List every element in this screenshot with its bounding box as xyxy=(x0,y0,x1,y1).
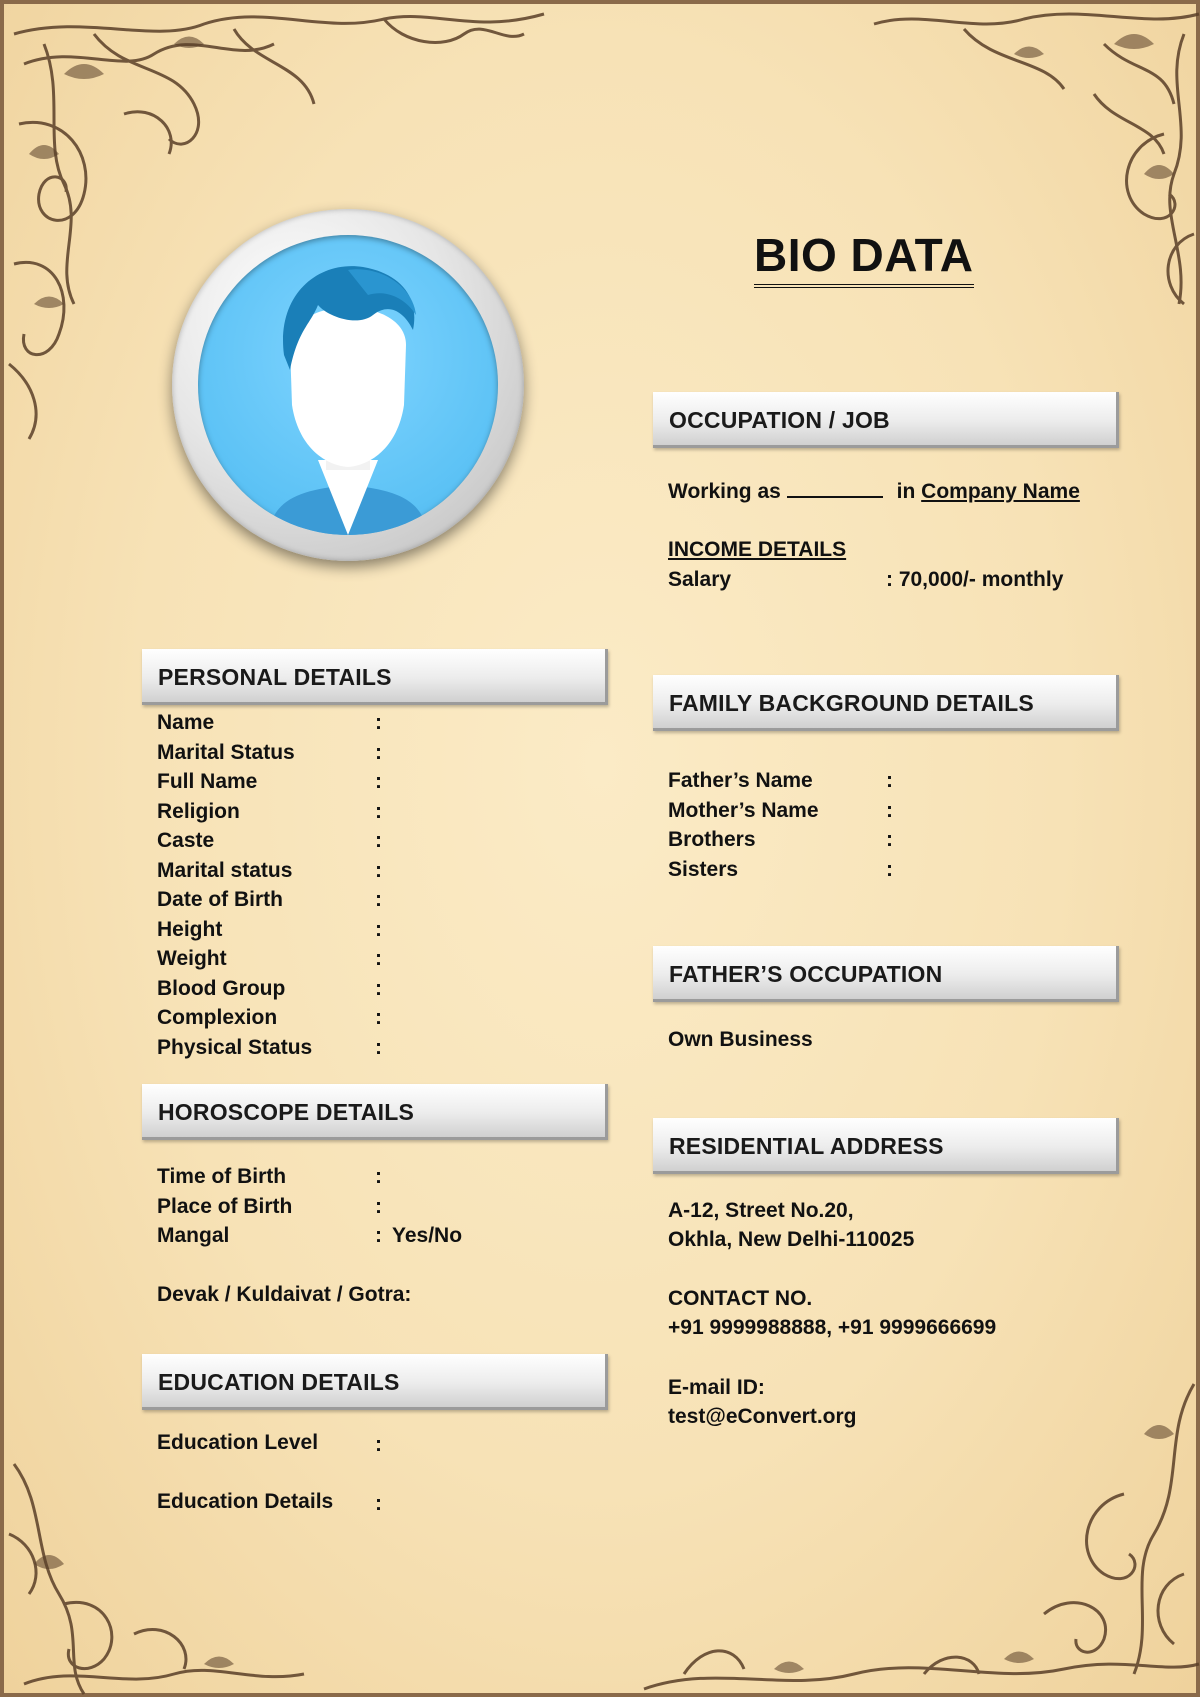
residential-address-heading: RESIDENTIAL ADDRESS xyxy=(653,1118,1119,1174)
mangal-value: Yes/No xyxy=(392,1224,463,1247)
occupation-heading: OCCUPATION / JOB xyxy=(653,392,1119,448)
field-separator: : xyxy=(375,711,382,734)
salary-label: Salary xyxy=(668,568,732,591)
company-name: Company Name xyxy=(921,480,1080,503)
field-separator: : xyxy=(375,1224,382,1247)
contact-value: +91 9999988888, +91 9999666699 xyxy=(668,1316,997,1339)
field-label: Religion xyxy=(157,799,240,823)
field-separator: : xyxy=(886,857,893,881)
field-label: Sisters xyxy=(668,857,739,881)
field-label: Caste xyxy=(157,829,215,852)
field-separator: : xyxy=(375,976,382,1000)
salary-value: : 70,000/- monthly xyxy=(886,568,1064,591)
field-label: Time of Birth xyxy=(157,1165,287,1188)
field-label: Blood Group xyxy=(157,976,286,1000)
field-label: Full Name xyxy=(157,770,258,793)
field-label: Place of Birth xyxy=(157,1194,293,1218)
field-separator: : xyxy=(375,829,382,852)
education-details-heading: EDUCATION DETAILS xyxy=(142,1354,608,1410)
field-separator: : xyxy=(375,770,382,793)
field-label: Complexion xyxy=(157,1006,278,1029)
education-details-label: Education Details xyxy=(157,1490,334,1513)
field-separator: : xyxy=(375,888,382,911)
field-separator: : xyxy=(886,828,893,851)
gotra-label: Devak / Kuldaivat / Gotra: xyxy=(157,1283,412,1306)
family-background-heading: FAMILY BACKGROUND DETAILS xyxy=(653,675,1119,731)
field-label: Brothers xyxy=(668,828,756,851)
horoscope-details-heading: HOROSCOPE DETAILS xyxy=(142,1084,608,1140)
field-separator: : xyxy=(375,1035,382,1059)
field-separator: : xyxy=(375,1194,382,1218)
field-label: Height xyxy=(157,917,223,941)
income-details-heading: INCOME DETAILS xyxy=(668,538,847,561)
email-label: E-mail ID: xyxy=(668,1376,765,1399)
field-separator: : xyxy=(375,1165,382,1188)
address-line-1: A-12, Street No.20, xyxy=(668,1199,854,1222)
field-separator: : xyxy=(375,947,382,970)
field-label: Mangal xyxy=(157,1224,230,1247)
field-separator: : xyxy=(375,1006,382,1029)
field-label: Father’s Name xyxy=(668,769,813,792)
field-separator: : xyxy=(886,798,893,822)
working-as-line xyxy=(668,478,1080,504)
field-label: Marital Status xyxy=(157,740,295,764)
corner-ornament-bottom-left xyxy=(4,1444,324,1701)
education-level-separator: : xyxy=(375,1433,382,1456)
field-separator: : xyxy=(375,799,382,823)
father-occupation-value: Own Business xyxy=(668,1028,813,1051)
field-separator: : xyxy=(375,858,382,882)
field-label: Marital status xyxy=(157,858,293,882)
field-label: Name xyxy=(157,711,215,734)
profile-photo xyxy=(198,235,498,535)
field-label: Physical Status xyxy=(157,1035,313,1059)
education-level-label: Education Level xyxy=(157,1431,319,1454)
corner-ornament-top-right xyxy=(864,4,1200,354)
education-details-separator: : xyxy=(375,1492,382,1515)
profile-photo-frame xyxy=(172,209,524,561)
field-label: Date of Birth xyxy=(157,888,283,911)
personal-details-heading: PERSONAL DETAILS xyxy=(142,649,608,705)
field-separator: : xyxy=(886,769,893,792)
father-occupation-heading: FATHER’S OCCUPATION xyxy=(653,946,1119,1002)
field-label: Weight xyxy=(157,947,227,970)
field-separator: : xyxy=(375,917,382,941)
page-title: BIO DATA xyxy=(754,232,974,288)
job-title-blank xyxy=(787,478,883,498)
contact-label: CONTACT NO. xyxy=(668,1287,813,1310)
field-separator: : xyxy=(375,740,382,764)
working-as-label: Working as xyxy=(668,480,781,503)
male-avatar-icon xyxy=(198,235,498,535)
email-value: test@eConvert.org xyxy=(668,1405,857,1428)
in-label: in xyxy=(896,480,916,503)
address-line-2: Okhla, New Delhi-110025 xyxy=(668,1228,915,1251)
field-label: Mother’s Name xyxy=(668,798,819,822)
